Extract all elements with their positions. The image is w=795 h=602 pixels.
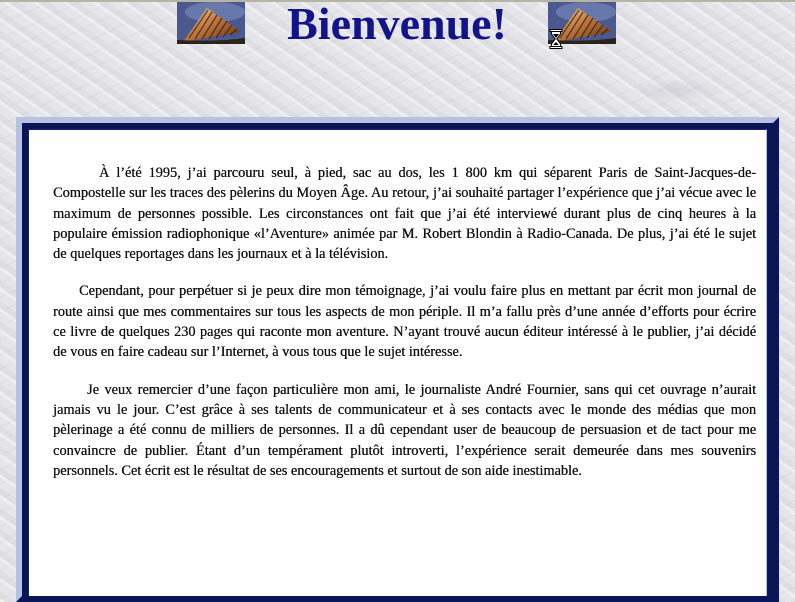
paragraph-thanks: Je veux remercier d’une façon particulière mon ami, le journaliste André Fournier, sans qui cet ouvrage n’aurait jamais vu le jour. C’est grâce à ses talents de communicateur et à ses contacts avec le monde des médias que mon pèlerinage a été connu de milliers de personnes. Il a dû cependant user de beaucoup de persuasion et de tact pour me convaincre de publier. Étant d’un tempérament plutôt introverti, l’expérience serait demeurée dans mes souvenirs personnels. Cet écrit est le résultat de ses encouragements et surtout de son aide inestimable.	[53, 381, 756, 479]
article-text	[53, 163, 756, 498]
paragraph-journal: Cependant, pour perpétuer si je peux dire mon témoignage, j’ai voulu faire plus en mettant par écrit mon journal de route ainsi que mes commentaires sur tous les aspects de mon périple. Il m’a fallu près d’une année d’efforts pour écrire ce livre de quelques 230 pages qui raconte mon aventure. N’ayant trouvé aucun éditeur intéressé à le publier, j’ai décidé de vous en faire cadeau sur l’Internet, à vous tous que le sujet intéresse.	[53, 283, 756, 361]
content-frame	[16, 117, 779, 602]
page-title: Bienvenue!	[287, 0, 507, 49]
hourglass-icon	[549, 29, 563, 49]
pilgrim-scallop-shell-image	[177, 2, 245, 44]
paragraph-intro: À l’été 1995, j’ai parcouru seul, à pied, sac au dos, les 1 800 km qui séparent Paris de Saint-Jacques-de-Compostelle sur les traces des pèlerins du Moyen Âge. Au retour, j’ai souhaité partager l’expérience que j’ai vécue avec le maximum de personnes possible. Les circonstances ont fait que j’ai été interviewé durant plus de cinq heures à la populaire émission radiophonique «l’Aventure» animée par M. Robert Blondin à Radio-Canada. De plus, j’ai été le sujet de quelques reportages dans les journaux et à la télévision.	[53, 165, 756, 263]
content-panel	[28, 129, 767, 596]
